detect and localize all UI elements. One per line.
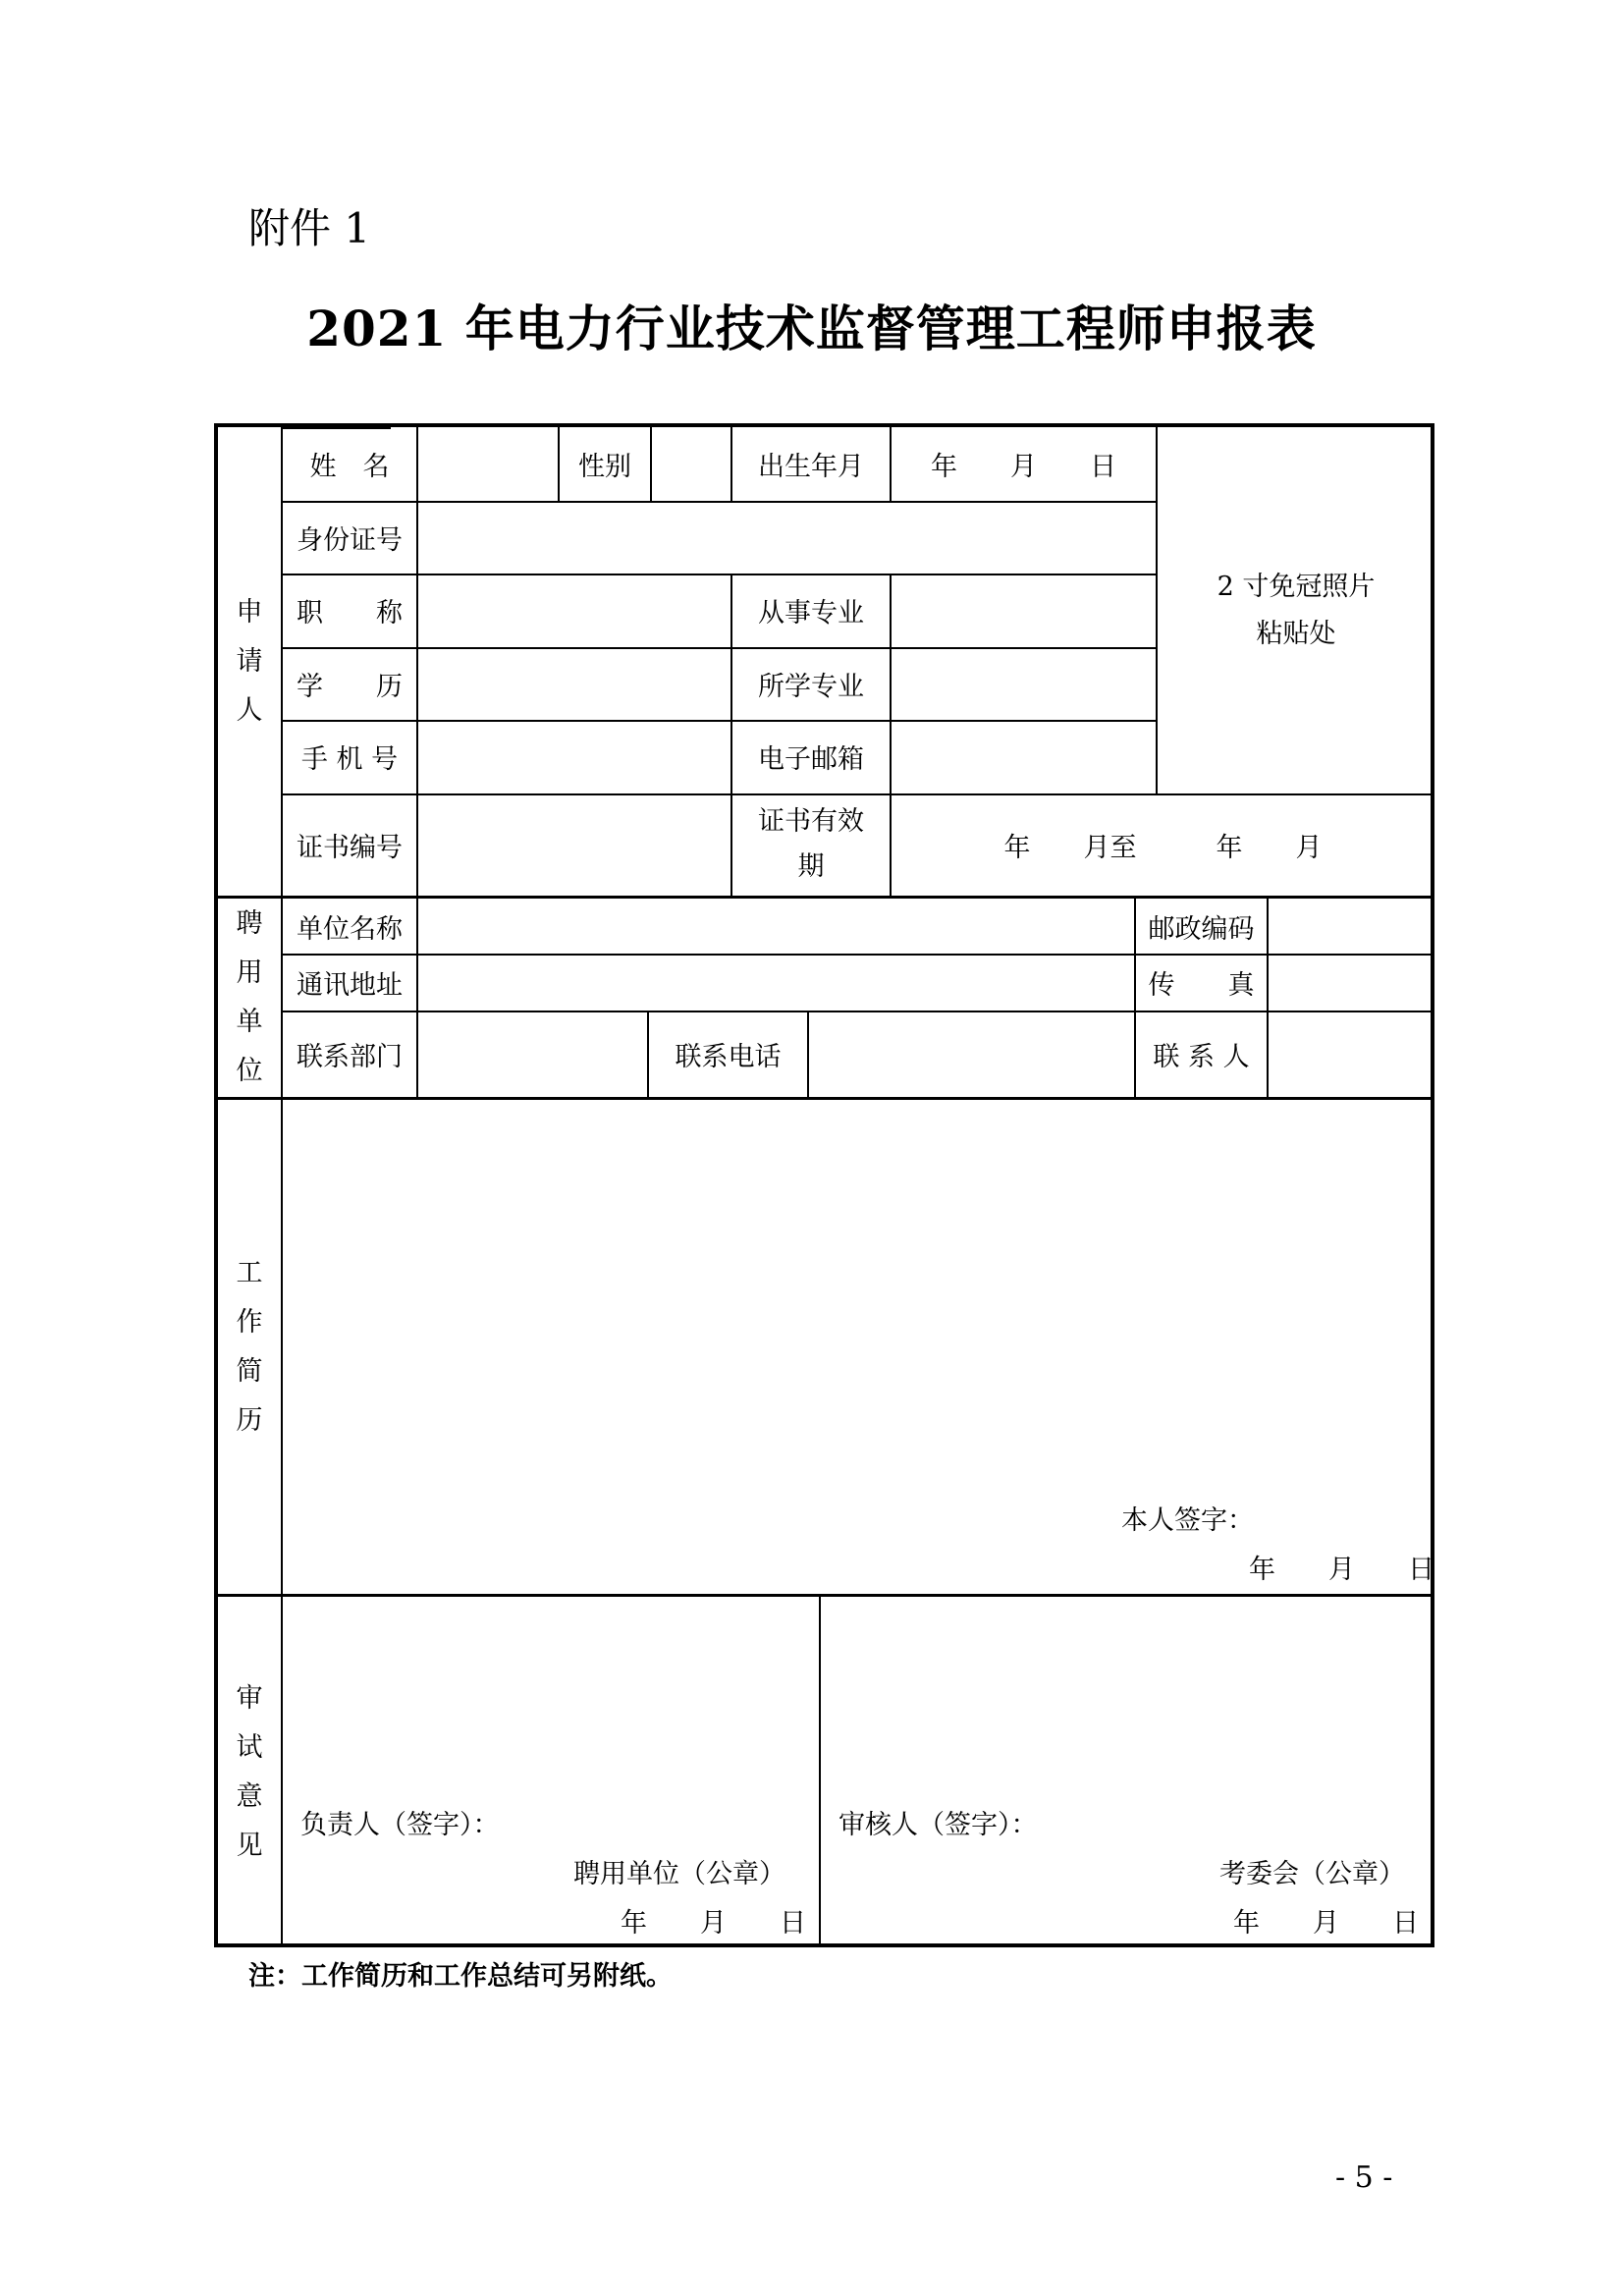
department-field[interactable]: [418, 1011, 647, 1097]
resume-field[interactable]: [283, 1100, 1434, 1594]
phone-field[interactable]: [809, 1011, 1134, 1097]
application-form: [214, 423, 1434, 1947]
photo-placeholder: 2 寸免冠照片 粘贴处: [1217, 571, 1376, 649]
footnote: 注：工作简历和工作总结可另附纸。: [248, 1961, 673, 1992]
page-title: 2021 年电力行业技术监督管理工程师申报表: [306, 300, 1317, 357]
name-label: 姓 名: [309, 452, 390, 482]
postcode-label: 邮政编码: [1148, 913, 1255, 945]
unit-name-label: 单位名称: [297, 913, 403, 945]
resume-date: 年 月 日: [1249, 1554, 1434, 1585]
contact-person-label: 联 系 人: [1153, 1041, 1250, 1072]
current-major-field[interactable]: [892, 574, 1156, 647]
contact-person-field[interactable]: [1269, 1011, 1434, 1097]
address-label: 通讯地址: [297, 969, 403, 1001]
certificate-validity-label: 证书有效 期: [758, 806, 864, 882]
professional-title-field[interactable]: [418, 574, 730, 647]
committee-review-date: 年 月 日: [1233, 1907, 1419, 1939]
committee-seal-label: 考委会（公章）: [1219, 1858, 1405, 1889]
email-field[interactable]: [892, 720, 1156, 793]
gender-field[interactable]: [652, 427, 730, 501]
self-signature-label: 本人签字：: [1121, 1504, 1254, 1536]
studied-major-field[interactable]: [892, 647, 1156, 720]
employer-review-date: 年 月 日: [621, 1907, 806, 1939]
current-major-label: 从事专业: [758, 598, 864, 629]
id-number-field[interactable]: [418, 501, 1156, 574]
phone-label: 联系电话: [675, 1041, 782, 1072]
education-label: 学 历: [297, 671, 403, 702]
professional-title-label: 职 称: [297, 598, 403, 629]
certificate-number-field[interactable]: [418, 793, 730, 896]
education-field[interactable]: [418, 647, 730, 720]
department-label: 联系部门: [297, 1041, 403, 1072]
mobile-field[interactable]: [418, 720, 730, 793]
certificate-validity-field[interactable]: 年 月至 年 月: [1003, 832, 1323, 863]
attachment-label: 附件 1: [248, 204, 371, 252]
unit-name-field[interactable]: [418, 899, 1134, 954]
review-section-label: 审 试 意 见: [236, 1682, 263, 1861]
name-field[interactable]: [418, 427, 558, 501]
resume-section-label: 工 作 简 历: [236, 1257, 263, 1436]
page-number: - 5 -: [1335, 2160, 1393, 2195]
committee-opinion-field[interactable]: [821, 1597, 1434, 1947]
studied-major-label: 所学专业: [758, 671, 864, 702]
employer-opinion-field[interactable]: [283, 1597, 819, 1947]
birth-field[interactable]: 年 月 日: [931, 452, 1116, 482]
responsible-person-signature: 负责人（签字）：: [300, 1809, 500, 1840]
applicant-section-label: 申 请 人: [236, 596, 263, 726]
birth-label: 出生年月: [758, 452, 864, 482]
mobile-label: 手 机 号: [300, 744, 399, 775]
gender-label: 性别: [578, 452, 631, 482]
id-number-label: 身份证号: [297, 524, 403, 556]
fax-label: 传 真: [1148, 969, 1255, 1001]
fax-field[interactable]: [1269, 954, 1434, 1011]
employer-seal-label: 聘用单位（公章）: [573, 1858, 785, 1889]
address-field[interactable]: [418, 954, 1134, 1011]
certificate-number-label: 证书编号: [297, 832, 403, 863]
reviewer-signature: 审核人（签字）：: [839, 1809, 1038, 1840]
employer-section-label: 聘 用 单 位: [236, 908, 263, 1086]
postcode-field[interactable]: [1269, 899, 1434, 954]
email-label: 电子邮箱: [758, 744, 864, 775]
